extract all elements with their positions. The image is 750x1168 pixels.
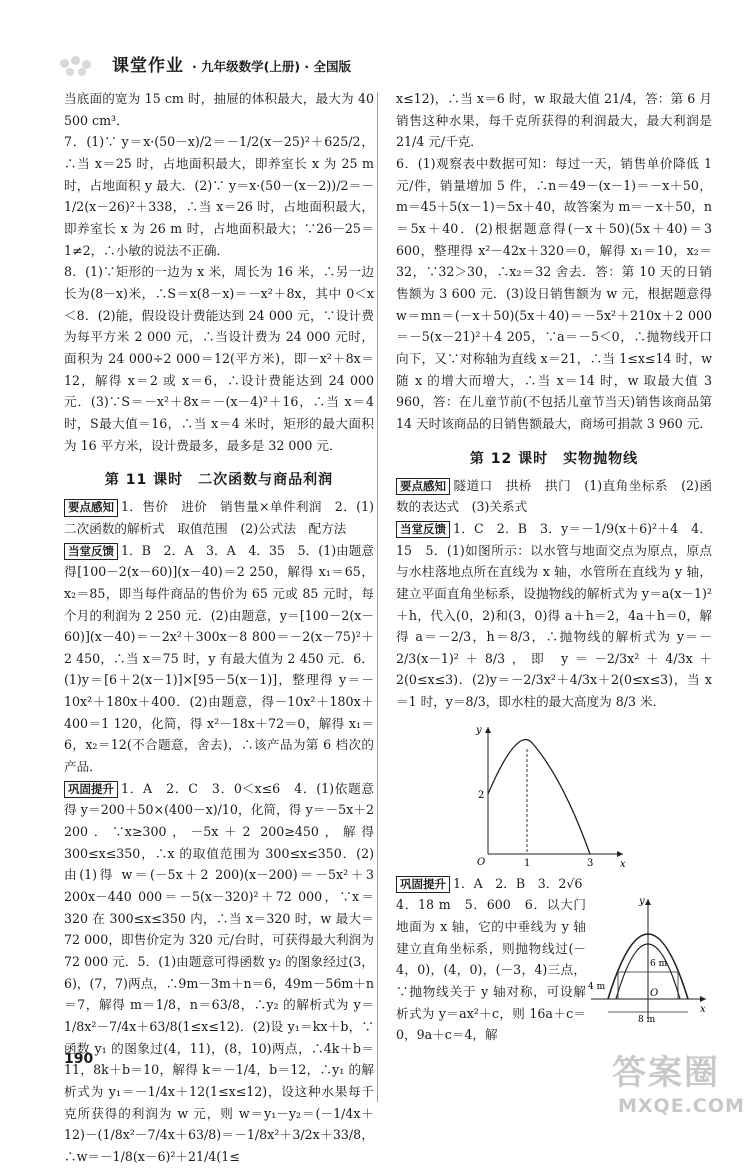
key-points-text-12: 隧道口 拱桥 拱门 (1)直角坐标系 (2)函数的表达式 (3)关系式 <box>396 477 712 515</box>
left-column <box>64 88 374 1168</box>
key-points-section-12 <box>396 475 712 518</box>
consolidate-text: 1．A 2．C 3．0＜x≤6 4．(1)依题意得 y＝200＋50×(400－x)/10，化简，得 y＝－5x＋2 200．∵x≥300，－5x＋2 200≥450，解得 300≤x≤350，∴x 的取值范围为 300≤x≤350．(2)由(1)得 w＝(－5x＋2 200)(x－200)＝－5x²＋3 200x－440 000＝－5(x－320)²＋72 000，∵x＝320 在 300≤x≤350 内，∴当 x＝320 时，w 最大＝72 000，即售价定为 320 元/台时，可获得最大利润为 72 000 元．5．(1)由题意可得函数 y₂ 的图象经过(3，6)，(7，7)两点，∴9m－3m＋n＝6，49m－56m＋n＝7，解得 m＝1/8，n＝63/8，∴y₂ 的解析式为 y＝1/8x²－7/4x＋63/8(1≤x≤12)．(2)设 y₁＝kx＋b，∵函数 y₁ 的图象过(4，11)，(8，10)两点，∴4k＋b＝11，8k＋b＝10，解得 k＝－1/4，b＝12，∴y₁ 的解析式为 y₁＝－1/4x＋12(1≤x≤12)，设这种水果每千克所获得的利润为 w 元，则 w＝y₁－y₂＝(－1/4x＋12)－(1/8x²－7/4x＋63/8)＝－1/8x²＋3/2x＋33/8，∴w＝－1/8(x－6)²＋21/4(1≤ <box>64 780 374 1164</box>
gate-width-label: 8 m <box>638 1015 656 1025</box>
x-tick-label-1: 1 <box>524 857 531 869</box>
lesson-11-title: 第 11 课时 二次函数与商品利润 <box>104 472 334 489</box>
x-axis-label: x <box>620 858 626 869</box>
consolidate-section-12 <box>396 873 712 895</box>
answer-text: 当底面的宽为 15 cm 时，抽屉的体积最大，最大为 40 500 cm³． <box>64 91 374 128</box>
gate-figure <box>586 894 711 1024</box>
y-axis-label: y <box>476 724 482 736</box>
watermark <box>600 1040 745 1120</box>
answer-item-7: 7．(1)∵ y＝x·(50－x)/2＝－1/2(x－25)²＋625/2，∴当 x＝25 时，占地面积最大，即养室长 x 为 25 m 时，占地面积 y 最大．(2)∵ y＝x·(50－(x－2))/2＝－1/2(x－26)²＋338，∴当 x＝26 时，占地面积最大，即养室长 x 为 26 m 时，占地面积最大；∵26－25＝1≠2，∴小敏的说法不正确． <box>64 134 374 258</box>
gate-problem-row <box>396 894 712 1046</box>
y-axis-arrow-icon <box>485 727 491 733</box>
page-header <box>60 52 351 82</box>
answer-item-6: 6．(1)观察表中数据可知：每过一天，销售单价降低 1 元/件，销量增加 5 件，∴n＝49－(x－1)＝－x＋50，m＝45＋5(x－1)＝5x＋40，故答案为 m＝－x＋50，n＝5x＋40．(2)根据题意得(－x＋50)(5x＋40)＝3 600，整理得 x²－42x＋320＝0，解得 x₁＝10，x₂＝32，∵32＞30，∴x₂＝32 舍去．答：第 10 天的日销售额为 3 600 元．(3)设日销售额为 w 元，根据题意得 w＝mn＝(－x＋50)(5x＋40)＝－5x²＋210x＋2 000＝－5(x－21)²＋4 205，∵a＝－5＜0，∴抛物线开口向下，又∵对称轴为直线 x＝21，∴当 1≤x≤14 时，w 随 x 的增大而增大，∴当 x＝14 时，w 取最大值 3 960，答：在儿童节前(不包括儿童节当天)销售该商品第 14 天时该商品的日销售额最大，商场可捐款 3 960 元． <box>396 155 712 431</box>
answer-continued: x≤12)，∴当 x＝6 时，w 取最大值 21/4，答：第 6 月销售这种水果，每千克所获得的利润最大，最大利润是 21/4 元/千克． <box>396 91 712 150</box>
logo-icon <box>60 56 104 78</box>
consolidate-tag-12: 巩固提升 <box>396 876 450 894</box>
feedback-section-12 <box>396 518 712 713</box>
feedback-tag-12: 当堂反馈 <box>396 521 450 539</box>
watermark-url: MXQE.COM <box>618 1095 745 1117</box>
x-tick-label-3: 3 <box>587 857 594 869</box>
gate-y-arrow-icon <box>645 899 651 905</box>
consolidate-tag: 巩固提升 <box>64 781 118 799</box>
page-number: 190 <box>64 1051 94 1067</box>
y-tick-label: 2 <box>478 789 485 801</box>
parabola-curve <box>488 739 590 853</box>
book-subtitle: · 九年级数学(上册) · 全国版 <box>192 59 351 75</box>
parabola-figure <box>468 719 628 869</box>
gate-x-arrow-icon <box>700 996 706 1002</box>
feedback-text: 1．B 2．A 3．A 4．35 5．(1)由题意得[100－2(x－60)](x－40)＝2 250，解得 x₁＝65，x₂＝85，即当每件商品的售价为 65 元或 85 元时，每个月的利润为 2 250 元．(2)由题意，y＝[100－2(x－60)](x－40)＝－2x²＋300x－8 800＝－2(x－75)²＋2 450，∴当 x＝75 时，y 有最大值为 2 450 元．6．(1)y＝[6＋2(x－1)]×[95－5(x－1)]，整理得 y＝－10x²＋180x＋400．(2)由题意，得－10x²＋180x＋400＝1 120，化简，得 x²－18x＋72＝0，解得 x₁＝6，x₂＝12(不合题意，舍去)，∴该产品为第 6 档次的产品． <box>64 542 374 775</box>
right-column <box>396 88 712 1046</box>
gate-height-label: 6 m <box>650 959 668 970</box>
key-points-tag-12: 要点感知 <box>396 478 450 496</box>
feedback-section <box>64 540 374 778</box>
lesson-12-title: 第 12 课时 实物抛物线 <box>469 450 639 467</box>
gate-y-label: y <box>639 896 645 908</box>
consolidate-text-12a: 1．A 2．B 3．2√6 <box>453 875 583 891</box>
gate-origin-label: O <box>650 988 659 1000</box>
column-divider <box>377 92 378 1102</box>
origin-label: O <box>477 856 486 868</box>
key-points-tag: 要点感知 <box>64 499 118 517</box>
consolidate-section <box>64 778 374 1168</box>
parabola-graph <box>468 719 628 869</box>
feedback-tag: 当堂反馈 <box>64 543 118 561</box>
gate-graph <box>586 894 711 1024</box>
key-points-section <box>64 496 374 539</box>
key-points-text: 1．售价 进价 销售量×单件利润 2．(1)二次函数的解析式 取值范围 (2)公式法 配方法 <box>64 499 374 536</box>
gate-x-label: x <box>700 1004 706 1016</box>
feedback-text-12: 1．C 2．B 3．y＝－1/9(x＋6)²＋4 4．15 5．(1)如图所示：以水管与地面交点为原点，原点与水柱落地点所在直线为 x 轴，水管所在直线为 y 轴，建立平面直角坐标系，设抛物线的解析式为 y＝a(x－1)²＋h，代入(0，2)和(3，0)得 a＋h＝2，4a＋h＝0，解得 a＝－2/3，h＝8/3，∴抛物线的解析式为 y＝－2/3(x－1)²＋8/3，即 y＝－2/3x²＋4/3x＋2(0≤x≤3)．(2)y＝－2/3x²＋4/3x＋2(0≤x≤3)，当 x＝1 时，y＝8/3，即水柱的最大高度为 8/3 米． <box>396 520 712 710</box>
x-axis-arrow-icon <box>617 851 623 857</box>
series-brand: 课堂作业 <box>112 56 184 77</box>
watermark-main: 答案圈 <box>612 1053 720 1093</box>
consolidate-text-12b: 4．18 m 5．600 6．以大门地面为 x 轴，它的中垂线为 y 轴建立直角坐标系，则抛物线过(－4，0)，(4，0)，(－3，4)三点，∵抛物线关于 y 轴对称，可设解析式为 y＝ax²＋c，则 16a＋c＝0，9a＋c＝4，解 <box>396 897 586 1043</box>
gate-side-label: 4 m <box>588 982 606 993</box>
answer-item-8: 8．(1)∵矩形的一边为 x 米，周长为 16 米，∴另一边长为(8－x)米，∴S＝x(8－x)＝－x²＋8x，其中 0＜x＜8．(2)能，假设设计费能达到 24 000 元，∵设计费为每平方米 2 000 元，∴当设计费为 24 000 元时，面积为 24 000÷2 000＝12(平方米)，即－x²＋8x＝12，解得 x＝2 或 x＝6，∴设计费能达到 24 000 元．(3)∵S＝－x²＋8x＝－(x－4)²＋16，∴当 x＝4 时，S最大值＝16，∴当 x＝4 米时，矩形的最大面积为 16 平方米，设计费最多，最多是 32 000 元． <box>64 264 374 453</box>
